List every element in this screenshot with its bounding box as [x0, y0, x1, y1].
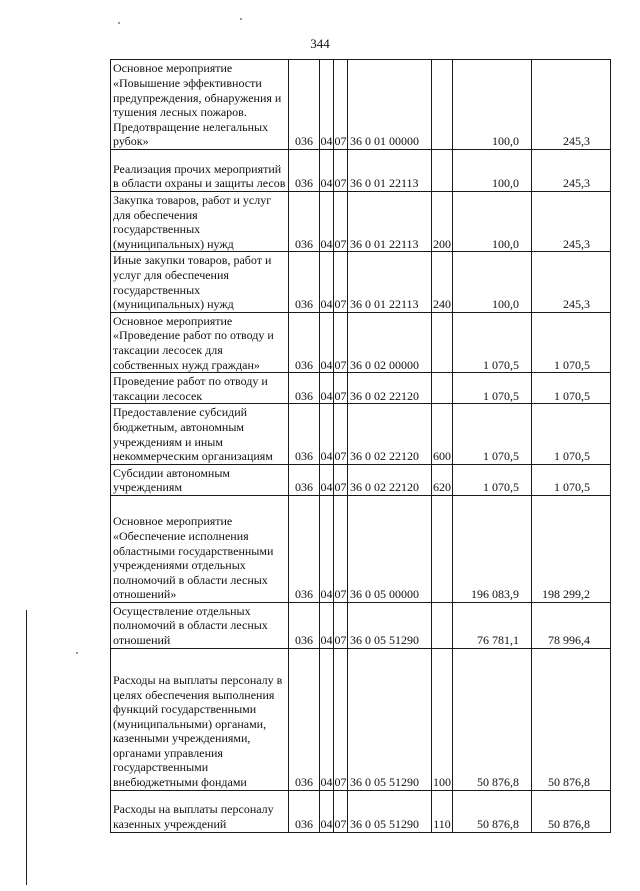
row-name: Проведение работ по отводу и таксации лесосек: [111, 373, 289, 404]
expense-type-code: 200: [432, 192, 453, 252]
amount-year-1: 50 876,8: [453, 648, 532, 790]
amount-year-2: 50 876,8: [532, 790, 611, 832]
expense-type-code: 600: [432, 404, 453, 464]
table-row: [111, 60, 611, 150]
amount-year-1: 1 070,5: [453, 312, 532, 372]
ministry-code: 036: [289, 150, 320, 192]
table-row: [111, 150, 611, 192]
subsection-code: 07: [334, 404, 348, 464]
section-code: 04: [320, 602, 334, 648]
expense-type-code: 620: [432, 464, 453, 495]
amount-year-1: 100,0: [453, 150, 532, 192]
amount-year-2: 245,3: [532, 60, 611, 150]
section-code: 04: [320, 464, 334, 495]
row-name: Основное мероприятие «Обеспечение исполнения областными государственными учреждениями отдельных полномочий в области лесных отношений»: [111, 495, 289, 602]
amount-year-2: 245,3: [532, 252, 611, 312]
amount-year-2: 1 070,5: [532, 373, 611, 404]
row-name: Предоставление субсидий бюджетным, автономным учреждениям и иным некоммерческим организациям: [111, 404, 289, 464]
row-name: Субсидии автономным учреждениям: [111, 464, 289, 495]
subsection-code: 07: [334, 648, 348, 790]
target-article-code: 36 0 02 22120: [348, 373, 432, 404]
subsection-code: 07: [334, 464, 348, 495]
ministry-code: 036: [289, 464, 320, 495]
target-article-code: 36 0 01 22113: [348, 150, 432, 192]
section-code: 04: [320, 150, 334, 192]
section-code: 04: [320, 252, 334, 312]
subsection-code: 07: [334, 192, 348, 252]
section-code: 04: [320, 648, 334, 790]
budget-table: [110, 59, 611, 833]
section-code: 04: [320, 192, 334, 252]
subsection-code: 07: [334, 60, 348, 150]
section-code: 04: [320, 312, 334, 372]
table-row: [111, 495, 611, 602]
amount-year-1: 100,0: [453, 60, 532, 150]
ministry-code: 036: [289, 373, 320, 404]
ministry-code: 036: [289, 252, 320, 312]
table-row: [111, 312, 611, 372]
scan-speck: [118, 22, 120, 24]
row-name: Расходы на выплаты персоналу в целях обеспечения выполнения функций государственными (муниципальными) органами, казенными учреждениями, органами управления государственными внебюджетными фондами: [111, 648, 289, 790]
subsection-code: 07: [334, 373, 348, 404]
row-name: Основное мероприятие «Проведение работ по отводу и таксации лесосек для собственных нужд граждан»: [111, 312, 289, 372]
row-name: Закупка товаров, работ и услуг для обеспечения государственных (муниципальных) нужд: [111, 192, 289, 252]
expense-type-code: 100: [432, 648, 453, 790]
section-code: 04: [320, 404, 334, 464]
section-code: 04: [320, 495, 334, 602]
amount-year-1: 100,0: [453, 252, 532, 312]
table-row: [111, 252, 611, 312]
ministry-code: 036: [289, 495, 320, 602]
table-row: [111, 404, 611, 464]
subsection-code: 07: [334, 790, 348, 832]
subsection-code: 07: [334, 312, 348, 372]
page-number: 344: [310, 36, 330, 51]
scan-speck: [76, 652, 78, 654]
row-name: Расходы на выплаты персоналу казенных учреждений: [111, 790, 289, 832]
target-article-code: 36 0 02 00000: [348, 312, 432, 372]
ministry-code: 036: [289, 602, 320, 648]
amount-year-2: 245,3: [532, 150, 611, 192]
expense-type-code: 240: [432, 252, 453, 312]
table-row: [111, 602, 611, 648]
amount-year-2: 1 070,5: [532, 464, 611, 495]
target-article-code: 36 0 02 22120: [348, 464, 432, 495]
target-article-code: 36 0 01 00000: [348, 60, 432, 150]
ministry-code: 036: [289, 60, 320, 150]
expense-type-code: [432, 150, 453, 192]
target-article-code: 36 0 05 51290: [348, 648, 432, 790]
ministry-code: 036: [289, 648, 320, 790]
subsection-code: 07: [334, 602, 348, 648]
section-code: 04: [320, 790, 334, 832]
scan-speck: [240, 18, 242, 20]
subsection-code: 07: [334, 252, 348, 312]
amount-year-1: 1 070,5: [453, 464, 532, 495]
subsection-code: 07: [334, 495, 348, 602]
section-code: 04: [320, 373, 334, 404]
subsection-code: 07: [334, 150, 348, 192]
scan-margin-line: [26, 610, 27, 885]
ministry-code: 036: [289, 312, 320, 372]
target-article-code: 36 0 05 00000: [348, 495, 432, 602]
expense-type-code: 110: [432, 790, 453, 832]
target-article-code: 36 0 01 22113: [348, 192, 432, 252]
target-article-code: 36 0 01 22113: [348, 252, 432, 312]
amount-year-1: 100,0: [453, 192, 532, 252]
amount-year-2: 1 070,5: [532, 312, 611, 372]
row-name: Иные закупки товаров, работ и услуг для обеспечения государственных (муниципальных) нужд: [111, 252, 289, 312]
ministry-code: 036: [289, 192, 320, 252]
target-article-code: 36 0 05 51290: [348, 790, 432, 832]
amount-year-2: 1 070,5: [532, 404, 611, 464]
amount-year-2: 50 876,8: [532, 648, 611, 790]
target-article-code: 36 0 02 22120: [348, 404, 432, 464]
amount-year-2: 78 996,4: [532, 602, 611, 648]
expense-type-code: [432, 495, 453, 602]
expense-type-code: [432, 60, 453, 150]
amount-year-1: 76 781,1: [453, 602, 532, 648]
table-row: [111, 464, 611, 495]
table-row: [111, 648, 611, 790]
ministry-code: 036: [289, 790, 320, 832]
table-row: [111, 192, 611, 252]
section-code: 04: [320, 60, 334, 150]
ministry-code: 036: [289, 404, 320, 464]
row-name: Основное мероприятие «Повышение эффективности предупреждения, обнаружения и тушения лесных пожаров. Предотвращение нелегальных рубок»: [111, 60, 289, 150]
amount-year-1: 50 876,8: [453, 790, 532, 832]
amount-year-1: 1 070,5: [453, 404, 532, 464]
expense-type-code: [432, 602, 453, 648]
expense-type-code: [432, 312, 453, 372]
row-name: Осуществление отдельных полномочий в области лесных отношений: [111, 602, 289, 648]
amount-year-2: 245,3: [532, 192, 611, 252]
amount-year-1: 1 070,5: [453, 373, 532, 404]
row-name: Реализация прочих мероприятий в области охраны и защиты лесов: [111, 150, 289, 192]
amount-year-1: 196 083,9: [453, 495, 532, 602]
table-row: [111, 373, 611, 404]
amount-year-2: 198 299,2: [532, 495, 611, 602]
table-row: [111, 790, 611, 832]
target-article-code: 36 0 05 51290: [348, 602, 432, 648]
expense-type-code: [432, 373, 453, 404]
